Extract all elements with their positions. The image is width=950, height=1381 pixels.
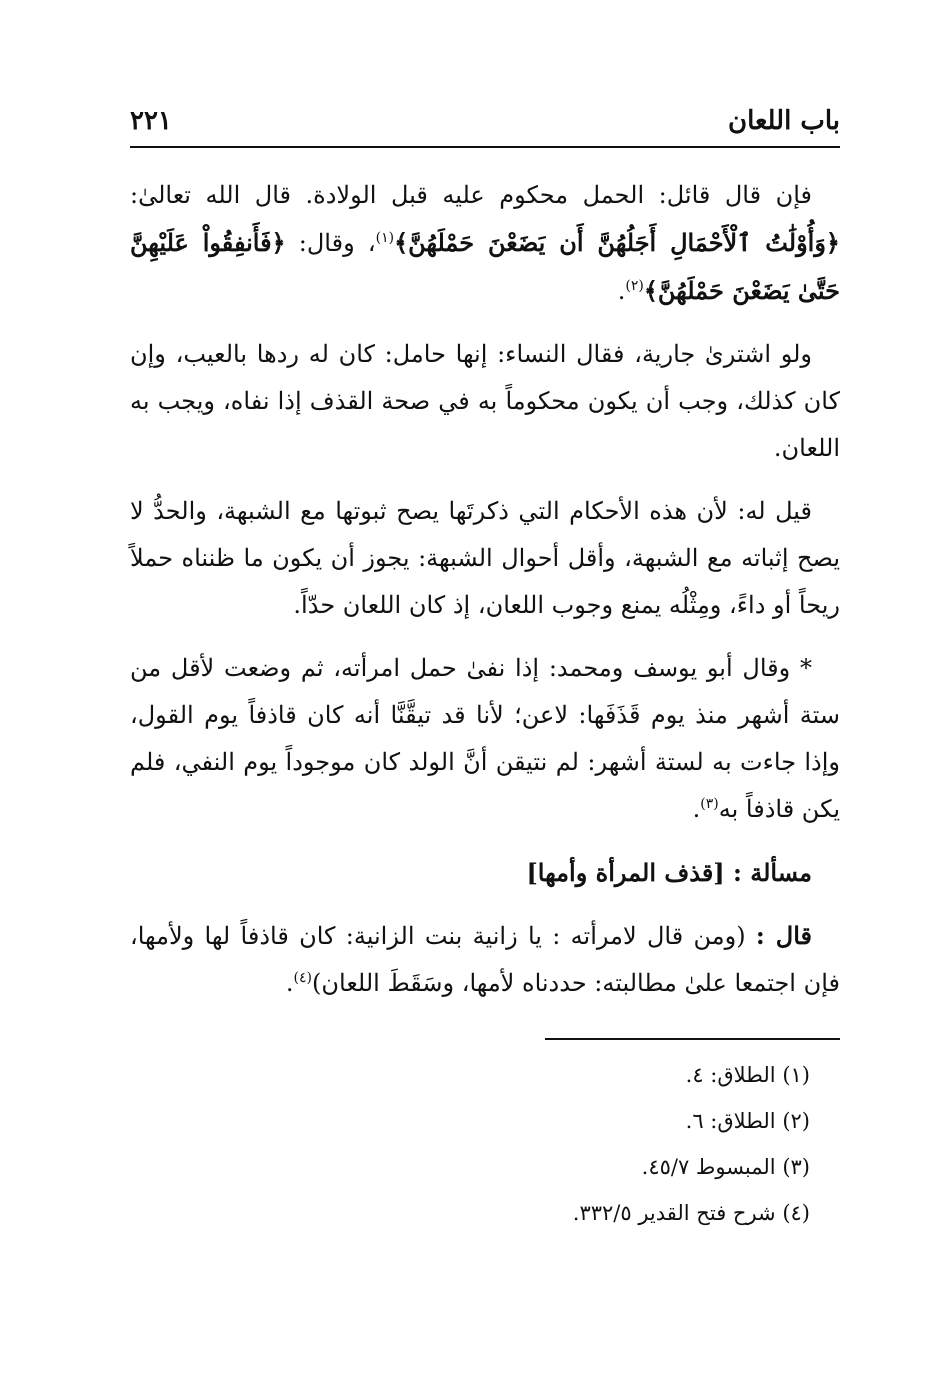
footnotes xyxy=(430,1052,810,1236)
main-text xyxy=(130,172,840,1023)
footnote-3: (٣) المبسوط ٤٥/٧. xyxy=(641,1155,810,1179)
footnote-2: (٢) الطلاق: ٦. xyxy=(685,1109,810,1133)
paragraph-5-end: . xyxy=(285,969,294,997)
paragraph-4 xyxy=(130,645,840,833)
masala-label: مسألة : xyxy=(733,858,812,887)
paragraph-1 xyxy=(130,172,840,315)
paragraph-1-connector: ، وقال: xyxy=(298,229,376,257)
paragraph-4-end: . xyxy=(692,795,701,823)
chapter-title: باب اللعان xyxy=(728,106,840,136)
footnote-divider xyxy=(545,1038,840,1040)
paragraph-4-text: * وقال أبو يوسف ومحمد: إذا نفىٰ حمل امرأته، ثم وضعت لأقل من ستة أشهر منذ يوم قَذَفَها: لاعن؛ لأنا قد تيقَّنَّا أنه كان قاذفاً يوم القول، وإذا جاءت به لستة أشهر: لم نتيقن أنَّ الولد كان موجوداً يوم النفي، فلم يكن قاذفاً به xyxy=(130,654,840,823)
quran-verse-2: ﴿فَأَنفِقُواْ عَلَيْهِنَّ حَتَّىٰ يَضَعْنَ حَمْلَهُنَّ﴾ xyxy=(130,228,840,305)
quran-verse-1: ﴿وَأُوْلَٰتُ ٱلْأَحْمَالِ أَجَلُهُنَّ أَن يَضَعْنَ حَمْلَهُنَّ﴾ xyxy=(394,228,840,257)
footnote-1: (١) الطلاق: ٤. xyxy=(685,1063,810,1087)
paragraph-3: قيل له: لأن هذه الأحكام التي ذكرتَها يصح ثبوتها مع الشبهة، والحدُّ لا يصح إثباته مع الشبهة، وأقل أحوال الشبهة: يجوز أن يكون ما ظنناه حملاً ريحاً أو داءً، ومِثْلُه يمنع وجوب اللعان، إذ كان اللعان حدّاً. xyxy=(130,497,840,619)
footnote-4: (٤) شرح فتح القدير ٣٣٢/٥. xyxy=(572,1201,810,1225)
footnote-ref-4: (٤) xyxy=(293,970,313,986)
page-number: ٢٢١ xyxy=(130,106,172,136)
paragraph-5-text: (ومن قال لامرأته : يا زانية بنت الزانية: كان قاذفاً لها ولأمها، فإن اجتمعا علىٰ مطالبته: حددناه لأمها، وسَقَطَ اللعان) xyxy=(130,922,840,997)
paragraph-1-intro: فإن قال قائل: الحمل محكوم عليه قبل الولادة. قال الله تعالىٰ: xyxy=(130,181,812,209)
masala-heading xyxy=(130,849,840,896)
paragraph-5 xyxy=(130,912,840,1007)
footnote-ref-3: (٣) xyxy=(700,796,719,812)
paragraph-1-end: . xyxy=(617,277,626,305)
footnote-ref-1: (١) xyxy=(375,230,395,246)
header-divider xyxy=(130,146,840,148)
qala-label: قال : xyxy=(755,921,813,950)
masala-title: [قذف المرأة وأمها] xyxy=(526,858,725,887)
running-header xyxy=(130,100,840,144)
paragraph-2: ولو اشترىٰ جارية، فقال النساء: إنها حامل: كان له ردها بالعيب، وإن كان كذلك، وجب أن يكون محكوماً به في صحة القذف إذا نفاه، ويجب به اللعان. xyxy=(130,340,840,462)
footnote-ref-2: (٢) xyxy=(625,278,644,294)
